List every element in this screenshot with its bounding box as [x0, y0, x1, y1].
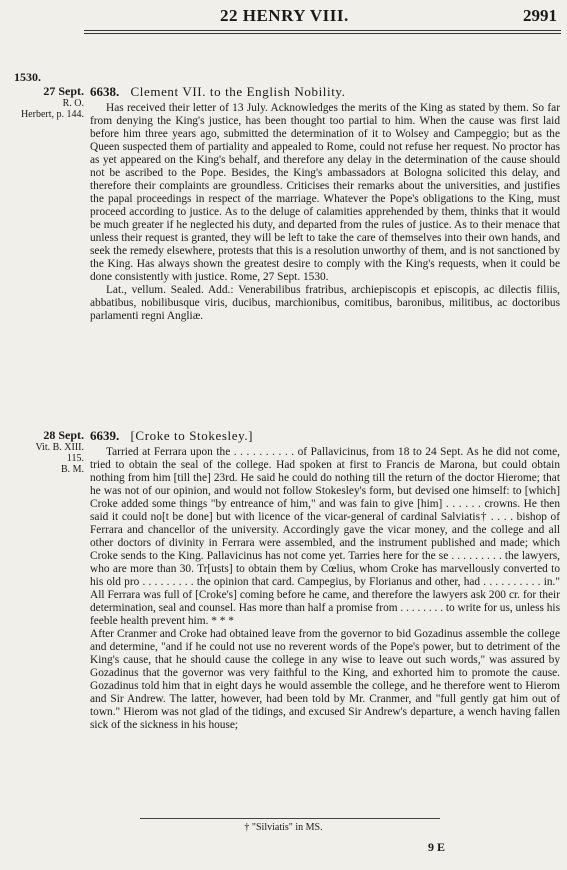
entry-body-continued: After Cranmer and Croke had obtained leave from the governor to bid Gozadinus assemble the college and determine, "and if he could not use no reverent words of the Pope's power, but to detriment of the King's cause, that he should cause the college in any wise to leave out such words," was assured by Gozadinus that the governor was very faithful to the King, and exhorted him to promote the cause. Gozadinus told him that in eight days he would assemble the college, and he therefore went to Hierom and Sir Andrew. The latter, however, had been told by Mr. Cranmer, and "full gently gat him out of town." Hierom was not glad of the tidings, and excused Sir Andrew's departure, a wench having fallen sick of the sickness in his house; [90, 628, 560, 731]
entry-body: Tarried at Ferrara upon the . . . . . . . . . . of Pallavicinus, from 18 to 24 Sept. As he did not come, tried to obtain the seal of the college. Had spoken at first to Francis de Marona, but could obtain nothing from him [till the] 23rd. He said he could do nothing till the return of the doctor Hierome; that he was not of our opinion, and would not follow Stokesley's form, but devised one himself: to [which] Croke added some things "by entreance of him," and was fain to give [him] . . . . . . crowns. He then said it could no[t be done] but with licence of the vicar-general of cardinal Salviatis† . . . . bishop of Ferrara and chancellor of the university. Accordingly gave the vicar money, and the college and all other doctors of divinity in Ferrara were assembled, and the instrument published and made; which Croke sends to the King. Pallavicinus has not come yet. Tarries here for the se . . . . . . . . . the lawyers, who are more than 30. Tr[usts] to obtain them by Cœlius, whom Croke has marvellously converted to his old pro . . . . . . . . . the opinion that card. Campegius, by Florianus and other, had . . . . . . . . . . in." All Ferrara was full of [Croke's] coming before he came, and therefore the lawyers ask 200 cr. for their determination, seal and counsel. Has more than half a promise from . . . . . . . . to write for us, unless his feeble health prevent him. * * * [90, 446, 560, 627]
header-rule-double [84, 33, 561, 34]
entry-6639-text [90, 446, 560, 732]
entry-meta: Lat., vellum. Sealed. Add.: Venerabilibus fratribus, archiepiscopis et episcopis, ac dilectis filiis, abbatibus, nobilibusque viris, ducibus, marchionibus, comitibus, baronibus, militibus, ac doctoribus parlamenti regni Angliæ. [90, 284, 560, 322]
entry-number: 6638. [90, 84, 120, 99]
footnote-rule [140, 818, 440, 819]
running-title: 22 HENRY VIII. [220, 6, 349, 25]
source-ref: R. O. [62, 98, 84, 109]
page-number: 2991 [523, 6, 557, 25]
entry-6638-text [90, 102, 560, 323]
footnote: † "Silviatis" in MS. [244, 822, 323, 833]
year-marker: 1530. [14, 70, 41, 84]
source-ref: Herbert, p. 144. [20, 109, 84, 120]
source-ref: B. M. [60, 464, 84, 475]
entry-6638-margin [2, 84, 84, 120]
entry-6639-heading [90, 428, 253, 444]
entry-body: Has received their letter of 13 July. Acknowledges the merits of the King as stated by them. So far from denying the King's justice, has been thought too partial to him. When the cause was first laid before him three years ago, submitted the determination of it to Wolsey and Campeggio; but as the Queen suspected them of partiality and appealed to Rome, could not refuse her request. No proctor has as yet appeared on the King's behalf, and therefore any delay in the determination of the cause should not be ascribed to the Pope. Besides, the King's ambassadors at Bologna solicited this delay, and therefore their complaints are groundless. Criticises their remarks about the universities, and justifies the papal proceedings in respect of the marriage. Whatever the Pope's obligations to the King, must proceed according to justice. As to the deluge of calamities apprehended by them, thinks that it would be much greater if he neglected his duty, and departed from the rules of justice. As to their menace that unless their request is granted, they will be left to take the care of themselves into their own hands, and seek the remedy elsewhere, protests that this is a resolution unworthy of them, and is not sanctioned by the King. Has always shown the greatest desire to comply with the King's requests, when it could be done consistently with justice. Rome, 27 Sept. 1530. [90, 102, 560, 283]
entry-title: [Croke to Stokesley.] [130, 428, 254, 443]
entry-6638-heading [90, 84, 346, 100]
entry-6639-margin [2, 428, 84, 475]
header-rule [84, 30, 561, 31]
page-header [0, 6, 567, 28]
entry-title: Clement VII. to the English Nobility. [130, 84, 346, 99]
signature-mark: 9 E [428, 840, 446, 854]
entry-date: 28 Sept. [43, 428, 84, 442]
entry-number: 6639. [90, 428, 120, 443]
entry-date: 27 Sept. [43, 84, 84, 98]
source-ref: 115. [66, 453, 84, 464]
source-ref: Vit. B. XIII. [35, 442, 84, 453]
